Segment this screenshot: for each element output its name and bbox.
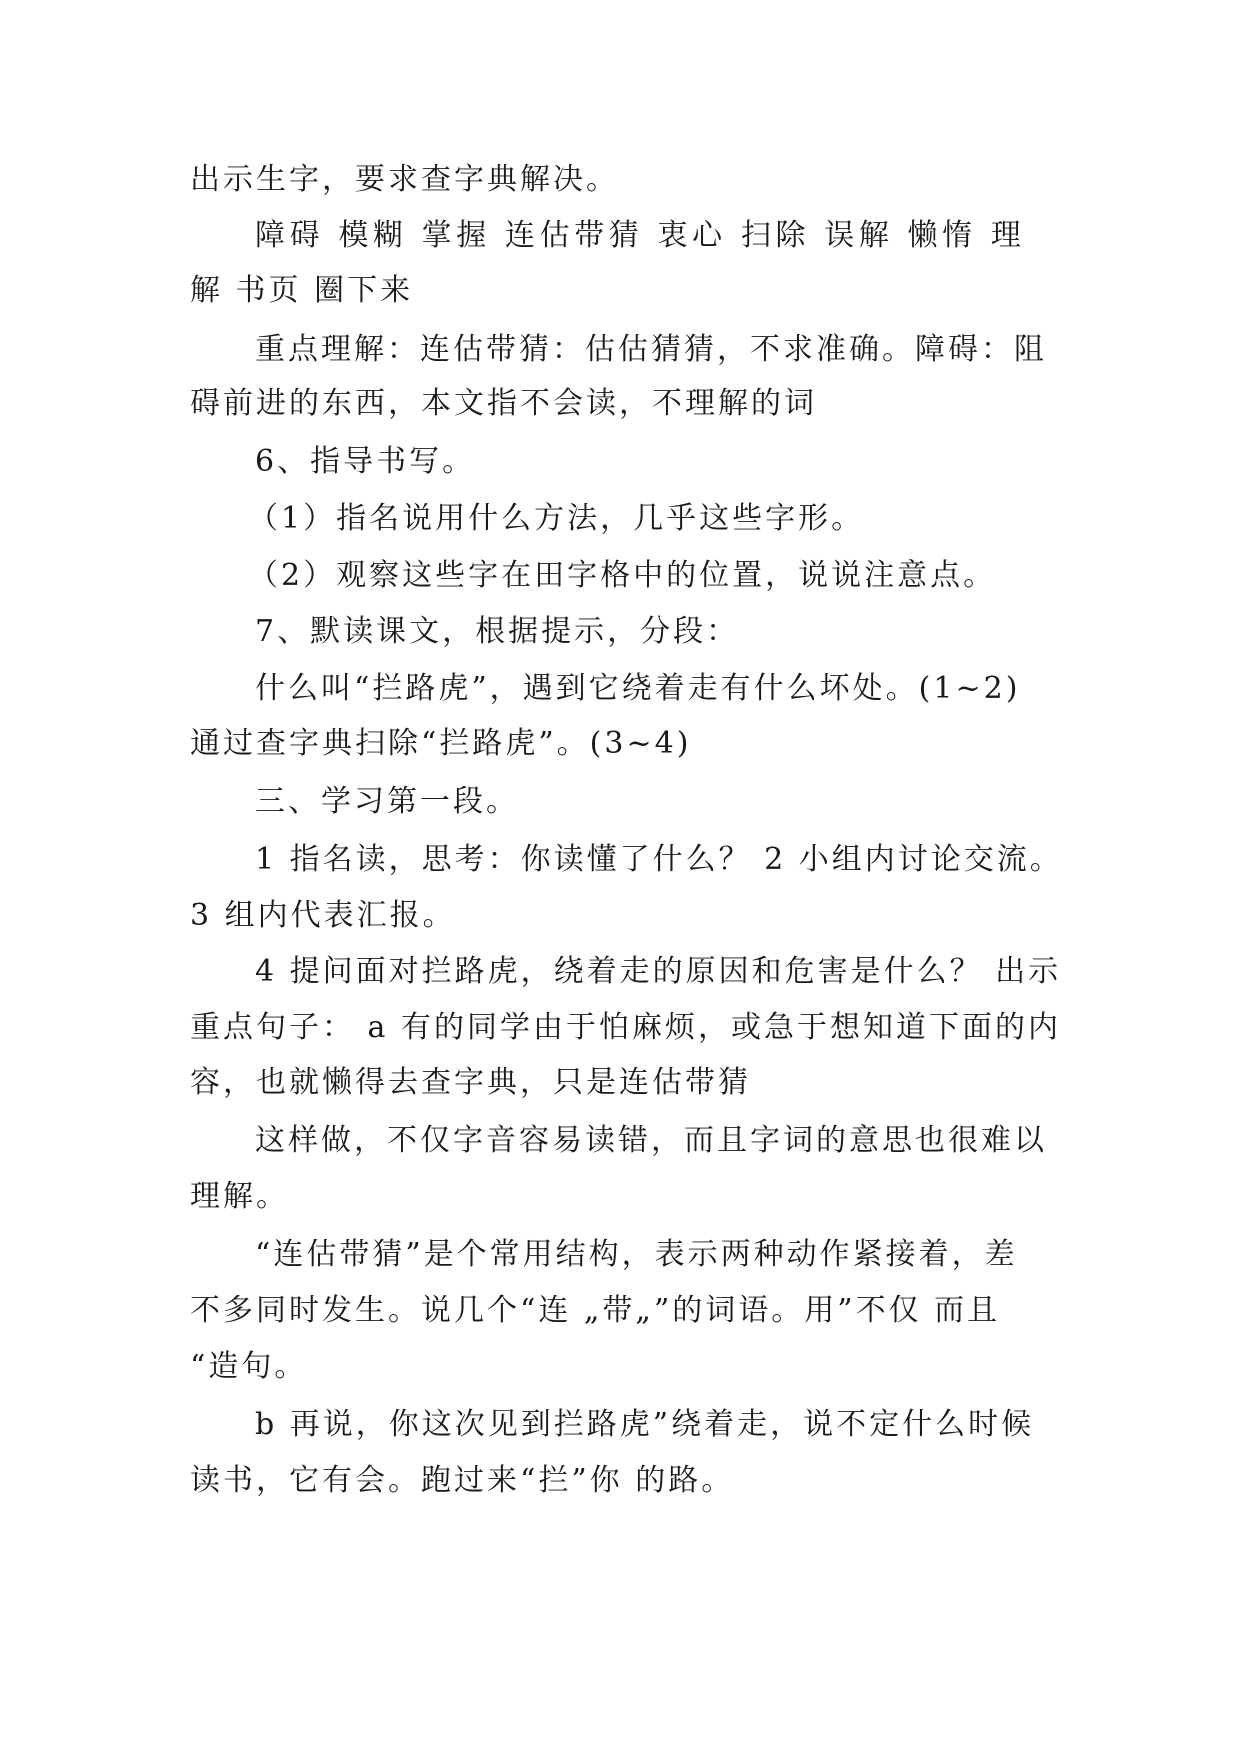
text-line: 4 提问面对拦路虎，绕着走的原因和危害是什么？ 出示 (255, 954, 1062, 989)
text-line: 通过查字典扫除“拦路虎”。(3~4) (190, 726, 692, 761)
text-line: b 再说，你这次见到拦路虎”绕着走，说不定什么时候 (255, 1407, 1035, 1442)
text-line: 碍前进的东西，本文指不会读，不理解的词 (190, 386, 817, 421)
text-line: 这样做，不仅字音容易读错，而且字词的意思也很难以 (255, 1123, 1047, 1158)
text-line: （1）指名说用什么方法，几乎这些字形。 (248, 501, 865, 536)
text-line: 重点句子： a 有的同学由于怕麻烦，或急于想知道下面的内 (190, 1010, 1061, 1045)
text-line: “连估带猜”是个常用结构，表示两种动作紧接着，差 (255, 1237, 1018, 1272)
text-line: 不多同时发生。说几个“连 „带„”的词语。用”不仅 而且 (190, 1293, 1001, 1328)
text-line: 7、默读课文，根据提示，分段： (255, 614, 740, 649)
text-line: 理解。 (190, 1179, 289, 1214)
text-line: 1 指名读，思考：你读懂了什么？ 2 小组内讨论交流。 (255, 842, 1063, 877)
text-line: 三、学习第一段。 (255, 784, 519, 819)
text-line: 容，也就懒得去查字典，只是连估带猜 (190, 1065, 751, 1100)
text-line: 障碍 模糊 掌握 连估带猜 衷心 扫除 误解 懒惰 理 (255, 218, 1026, 253)
text-line: “造句。 (190, 1349, 308, 1384)
text-line: 6、指导书写。 (255, 444, 476, 479)
text-line: 解 书页 圈下来 (190, 273, 414, 308)
text-line: 出示生字，要求查字典解决。 (190, 162, 619, 197)
text-line: 3 组内代表汇报。 (190, 898, 456, 933)
text-line: 读书，它有会。跑过来“拦”你 的路。 (190, 1463, 735, 1498)
text-line: 重点理解：连估带猜：估估猜猜，不求准确。障碍：阻 (255, 332, 1047, 367)
text-line: （2）观察这些字在田字格中的位置，说说注意点。 (248, 558, 997, 593)
text-line: 什么叫“拦路虎”，遇到它绕着走有什么坏处。(1~2) (255, 671, 1021, 706)
